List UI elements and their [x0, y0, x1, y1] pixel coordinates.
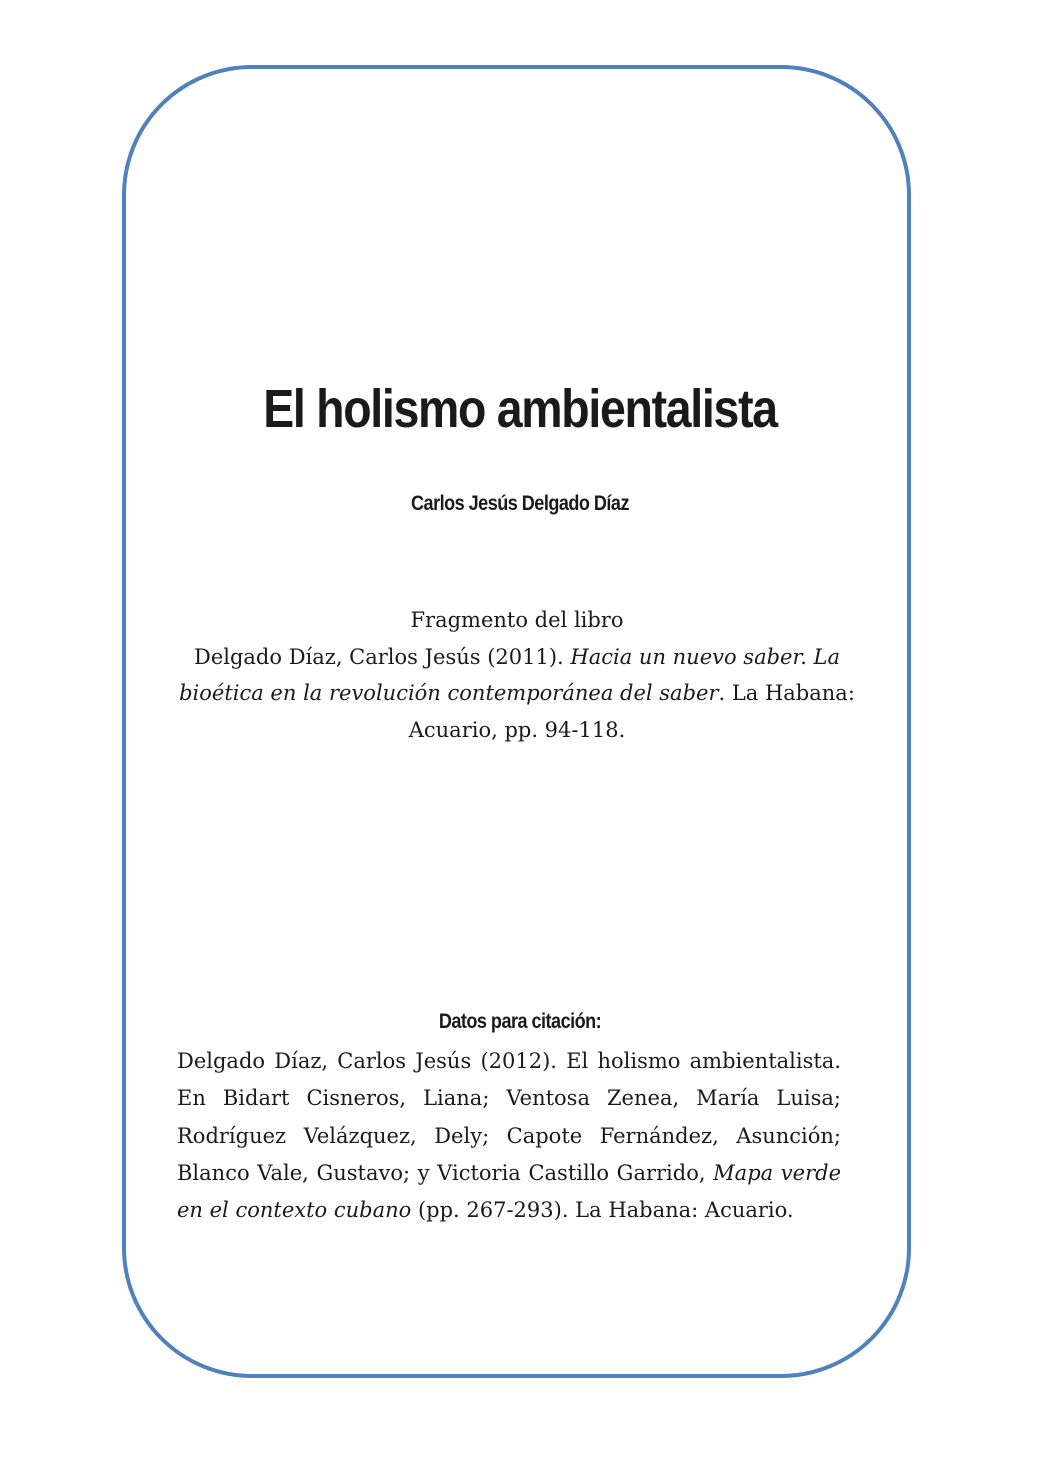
fragment-ref-book-title: Hacia un nuevo saber. La bioética en la revolución contemporánea del saber — [179, 644, 841, 705]
book-fragment-reference — [170, 602, 864, 748]
citation-text-suffix: (pp. 267-293). La Habana: Acuario. — [411, 1198, 794, 1223]
citation-text — [177, 1043, 841, 1229]
citation-book-title: Mapa verde en el contexto cubano — [177, 1160, 841, 1223]
fragment-ref-prefix: Delgado Díaz, Carlos Jesús (2011). — [193, 644, 571, 669]
fragment-intro: Fragmento del libro — [410, 608, 624, 632]
document-title: El holismo ambientalista — [263, 379, 777, 439]
fragment-ref-suffix: . La Habana: Acuario, pp. 94-118. — [408, 681, 855, 742]
document-author: Carlos Jesús Delgado Díaz — [411, 492, 629, 515]
citation-heading: Datos para citación: — [438, 1010, 602, 1033]
citation-body — [177, 1043, 841, 1229]
citation-text-prefix: Delgado Díaz, Carlos Jesús (2012). El holismo ambientalista. En Bidart Cisneros, Liana; Ventosa Zenea, María Luisa; Rodríguez Velázquez, Dely; Capote Fernández, Asunción; Blanco Vale, Gustavo; y Victoria Castillo Garrido, — [177, 1049, 841, 1185]
fragment-reference — [170, 639, 864, 749]
